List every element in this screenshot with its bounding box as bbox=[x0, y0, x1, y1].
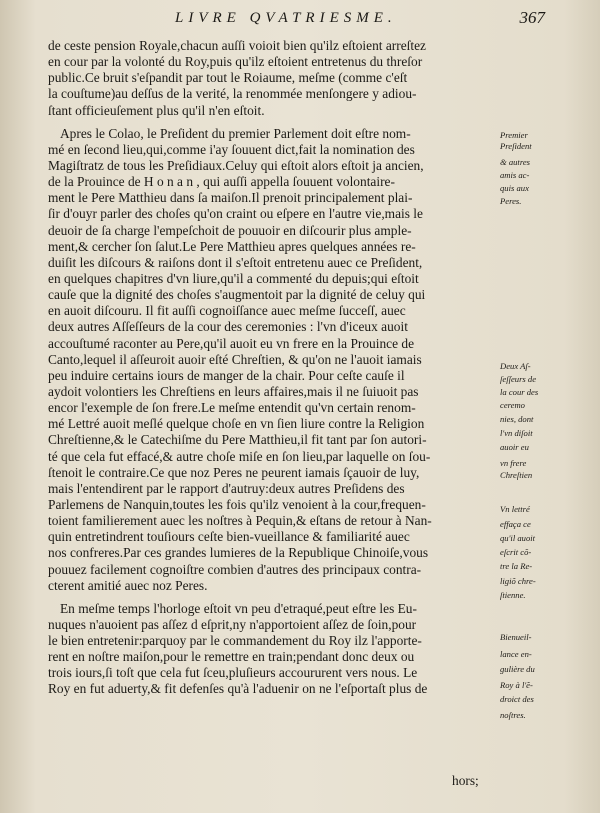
text-line: cauſe que la dignité des choſes s'augmentoit par la dignité de celuy qui bbox=[48, 287, 426, 303]
marginal-note: Chreſtien bbox=[500, 470, 533, 480]
marginal-note: lance en- bbox=[500, 649, 532, 659]
marginal-note: ſtienne. bbox=[500, 590, 526, 600]
text-line: de la Prouince de H o n a n , qui auſſi appella ſouuent volontaire- bbox=[48, 174, 395, 190]
marginal-note: eſcrit cõ- bbox=[500, 547, 532, 557]
catchword: hors; bbox=[452, 773, 479, 788]
text-line: rent en noſtre maiſon,pour le remettre en train;pendant donc deux ou bbox=[48, 649, 415, 665]
body-text bbox=[48, 38, 500, 698]
text-line: en quelques chapitres d'vn liure,qu'il a commenté du depuis;qui eſtoit bbox=[48, 270, 419, 286]
running-title: LIVRE QVATRIESME. bbox=[175, 10, 397, 26]
text-line: cterent amitié auec noz Peres. bbox=[48, 577, 208, 593]
text-line: pouuez facilement cognoiſtre combien d'autres des principaux contra- bbox=[48, 561, 422, 577]
marginal-note: Preſident bbox=[500, 141, 532, 151]
page-header bbox=[175, 8, 545, 30]
marginal-note: qu'il auoit bbox=[500, 533, 536, 543]
marginal-note: ſeſſeurs de bbox=[500, 374, 537, 384]
text-line: mé Lettré auoit meſlé quelque choſe en vn ſien liure contre la Religion bbox=[48, 416, 425, 432]
marginal-note: Roy à l'ẽ- bbox=[500, 680, 533, 690]
text-line: Parlemens de Nanquin,toutes les fois qu'ilz venoient à la cour,frequen- bbox=[48, 496, 426, 512]
text-line: deux autres Aſſeſſeurs de la cour des ceremonies : l'vn d'iceux auoit bbox=[48, 319, 408, 335]
text-line: mé en ſecond lieu,qui,comme i'ay ſouuent dict,fait la nomination des bbox=[48, 141, 415, 157]
marginal-note: noſtres. bbox=[500, 710, 526, 720]
text-line: deuoir de ſa charge l'empeſchoit de pouuoir en diſcourir plus ample- bbox=[48, 222, 412, 238]
text-line: aydoit volontiers les Chreſtiens en leurs affaires,mais il ne ſuiuoit pas bbox=[48, 383, 419, 399]
text-line: Canto,lequel il aſſeuroit auoir eſté Chreſtien, & qu'on ne l'auoit iamais bbox=[48, 351, 422, 367]
text-line: mais l'entendirent par le rapport d'autruy:deux autres Preſidens des bbox=[48, 480, 405, 496]
marginal-note: Peres. bbox=[500, 196, 522, 206]
paragraph-gap bbox=[48, 119, 500, 126]
text-line: le bien entretenir:parquoy par le commandement du Roy ilz l'apporte- bbox=[48, 633, 422, 649]
text-line: té que cela fut effacé,& autre choſe miſe en ſon lieu,par laquelle on ſou- bbox=[48, 448, 431, 464]
text-line: ſtant officieuſement plus qu'il n'en eſtoit. bbox=[48, 102, 265, 118]
marginal-note: Premier bbox=[500, 130, 528, 140]
text-line: la couſtume)au deſſus de la verité, la renommée menſongere y adiou- bbox=[48, 86, 417, 102]
page-number: 367 bbox=[519, 8, 545, 27]
text-line: public.Ce bruit s'eſpandit par tout le Roiaume, meſme (comme c'eſt bbox=[48, 70, 408, 86]
marginal-note: l'vn diſoit bbox=[500, 428, 533, 438]
text-line: ment le Pere Matthieu dans ſa maiſon.Il prenoit principalement plai- bbox=[48, 190, 413, 206]
marginal-note: ceremo bbox=[500, 400, 525, 410]
marginal-note: Vn lettré bbox=[500, 504, 530, 514]
text-line: ſir d'ouyr parler des choſes qu'on craint ou eſpere en l'autre vie,mais le bbox=[48, 206, 423, 222]
text-line: toient familierement auec les noſtres à Pequin,& eſtans de retour à Nan- bbox=[48, 513, 432, 529]
marginal-note: Deux Aſ- bbox=[500, 361, 531, 371]
text-line: peu induire certains iours de manger de la chair. Pour ceſte cauſe il bbox=[48, 367, 405, 383]
text-line: ſtenoit le contraire.Ce que noz Peres ne peurent iamais ſçauoir de luy, bbox=[48, 464, 420, 480]
text-line: Roy en fut aduerty,& fit defenſes qu'à l'aduenir on ne l'eſportaſt plus de bbox=[48, 681, 428, 697]
marginal-note: nies, dont bbox=[500, 414, 534, 424]
marginal-note: amis ac- bbox=[500, 170, 530, 180]
text-line: En meſme temps l'horloge eſtoit vn peu d'etraqué,peut eſtre les Eu- bbox=[60, 600, 417, 616]
marginal-note: quis aux bbox=[500, 183, 529, 193]
text-line: encor l'exemple de ſon frere.Le meſme entendit qu'vn certain renom- bbox=[48, 400, 416, 416]
text-line: Chreſtienne,& le Catechiſme du Pere Matthieu,il fit tant par ſon autori- bbox=[48, 432, 427, 448]
text-line: nos confreres.Par ces grandes lumieres de la Republique Chinoiſe,vous bbox=[48, 545, 429, 561]
marginal-note: droict des bbox=[500, 694, 534, 704]
marginal-note: tre la Re- bbox=[500, 561, 533, 571]
marginal-note: gulière du bbox=[500, 664, 535, 674]
text-line: quin entretindrent touſiours ceſte bien-vueillance & familiarité auec bbox=[48, 529, 410, 545]
text-line: en cour par la volonté du Roy,puis qu'ilz eſtoient entretenus du threſor bbox=[48, 54, 423, 70]
marginal-note: ligiõ chre- bbox=[500, 576, 536, 586]
text-line: trois iours,ſi toſt que cela fut ſceu,pluſieurs accoururent vers nous. Le bbox=[48, 665, 418, 681]
marginal-note: effaça ce bbox=[500, 519, 531, 529]
text-line: de ceste pension Royale,chacun auſſi voioit bien qu'ilz eſtoient arreſtez bbox=[48, 38, 426, 53]
text-line: en auoit diſcouru. Il fit auſſi cognoiſſance auec meſme ſucceſſ, auec bbox=[48, 303, 406, 319]
marginal-note: & autres bbox=[500, 157, 530, 167]
text-line: accouſtumé raconter au Pere,qu'il auoit eu vn frere en la Prouince de bbox=[48, 335, 415, 351]
marginal-note: la cour des bbox=[500, 387, 539, 397]
text-line: duiſit les diſcours & raiſons dont il s'eſtoit entretenu auec ce Preſident, bbox=[48, 254, 423, 270]
text-line: Magiſtratz de tous les Preſidiaux.Celuy qui eſtoit alors eſtoit ja ancien, bbox=[48, 157, 424, 173]
marginal-note: Bienueil- bbox=[500, 632, 532, 642]
text-line: nuques n'auoient pas aſſez d eſprit,ny n'apportoient aſſez de ſoin,pour bbox=[48, 616, 417, 632]
paragraph-gap bbox=[48, 594, 500, 601]
text-line: Apres le Colao, le Preſident du premier Parlement doit eſtre nom- bbox=[60, 125, 411, 141]
text-line: ment,& cercher ſon ſalut.Le Pere Matthieu apres quelques années re- bbox=[48, 238, 416, 254]
marginal-note: vn frere bbox=[500, 458, 527, 468]
marginal-note: auoir eu bbox=[500, 442, 529, 452]
